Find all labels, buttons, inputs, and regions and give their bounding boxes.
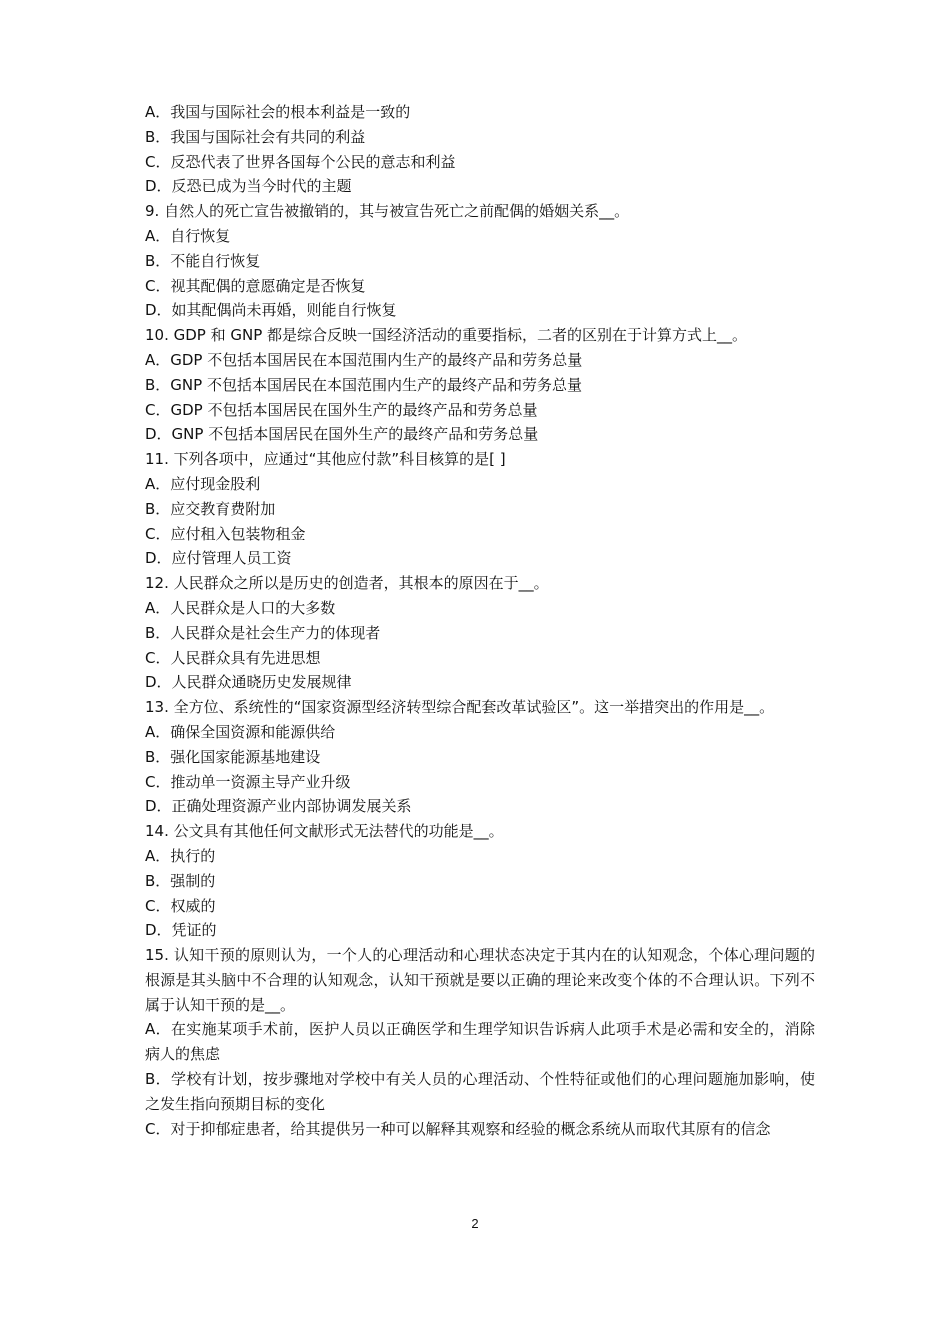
text-line: B．强化国家能源基地建设 xyxy=(145,747,321,766)
text-line: A．GDP 不包括本国居民在本国范围内生产的最终产品和劳务总量 xyxy=(145,350,583,369)
text-line: B．我国与国际社会有共同的利益 xyxy=(145,127,366,146)
text-line: B．应交教育费附加 xyxy=(145,499,276,518)
text-line: C．权威的 xyxy=(145,896,216,915)
text-line: B．不能自行恢复 xyxy=(145,251,261,270)
text-line: 10. GDP 和 GNP 都是综合反映一国经济活动的重要指标，二者的区别在于计算方式上__。 xyxy=(145,326,748,345)
text-line: 11. 下列各项中，应通过“其他应付款”科目核算的是[ ] xyxy=(145,450,506,469)
text-line: A．人民群众是人口的大多数 xyxy=(145,598,336,617)
text-line: C．对于抑郁症患者，给其提供另一种可以解释其观察和经验的概念系统从而取代其原有的信念 xyxy=(145,1119,771,1138)
text-line: A．确保全国资源和能源供给 xyxy=(145,722,336,741)
text-line: 15. 认知干预的原则认为，一个人的心理活动和心理状态决定于其内在的认知观念，个体心理问题的根源是其头脑中不合理的认知观念，认知干预就是要以正确的理论来改变个体的不合理认识。下列不属于认知干预的是__。 xyxy=(145,946,815,1014)
text-line: 12. 人民群众之所以是历史的创造者，其根本的原因在于__。 xyxy=(145,574,549,593)
text-line: A．我国与国际社会的根本利益是一致的 xyxy=(145,103,411,121)
text-line: B．人民群众是社会生产力的体现者 xyxy=(145,623,381,642)
text-line: A．执行的 xyxy=(145,846,216,865)
text-line: A．自行恢复 xyxy=(145,226,231,245)
text-line: C．应付租入包装物租金 xyxy=(145,524,306,543)
text-line: D．正确处理资源产业内部协调发展关系 xyxy=(145,797,412,816)
text-line: B．GNP 不包括本国居民在本国范围内生产的最终产品和劳务总量 xyxy=(145,375,582,394)
text-line: B．强制的 xyxy=(145,871,216,890)
text-line: A．在实施某项手术前，医护人员以正确医学和生理学知识告诉病人此项手术是必需和安全的，消除病人的焦虑 xyxy=(145,1020,815,1064)
page-content xyxy=(145,100,815,1141)
text-line: B．学校有计划，按步骤地对学校中有关人员的心理活动、个性特征或他们的心理问题施加影响，使之发生指向预期目标的变化 xyxy=(145,1070,815,1113)
text-line: C．视其配偶的意愿确定是否恢复 xyxy=(145,276,366,295)
text-line: D．凭证的 xyxy=(145,921,217,940)
text-line: D．人民群众通晓历史发展规律 xyxy=(145,673,352,692)
text-line: C．GDP 不包括本国居民在国外生产的最终产品和劳务总量 xyxy=(145,400,538,419)
text-line: A．应付现金股利 xyxy=(145,474,261,493)
text-line: C．人民群众具有先进思想 xyxy=(145,648,321,667)
page-number: 2 xyxy=(471,1216,479,1231)
text-line: 14. 公文具有其他任何文献形式无法替代的功能是__。 xyxy=(145,822,504,841)
text-line: D．如其配偶尚未再婚，则能自行恢复 xyxy=(145,301,397,320)
text-line: 9. 自然人的死亡宣告被撤销的，其与被宣告死亡之前配偶的婚姻关系__。 xyxy=(145,202,630,221)
text-line: D．应付管理人员工资 xyxy=(145,549,292,568)
text-line: C．推动单一资源主导产业升级 xyxy=(145,772,351,791)
text-line: C．反恐代表了世界各国每个公民的意志和利益 xyxy=(145,152,456,171)
text-line: D．GNP 不包括本国居民在国外生产的最终产品和劳务总量 xyxy=(145,425,539,444)
text-line: 13. 全方位、系统性的“国家资源型经济转型综合配套改革试验区”。这一举措突出的作用是__。 xyxy=(145,698,775,717)
text-line: D．反恐已成为当今时代的主题 xyxy=(145,177,352,196)
